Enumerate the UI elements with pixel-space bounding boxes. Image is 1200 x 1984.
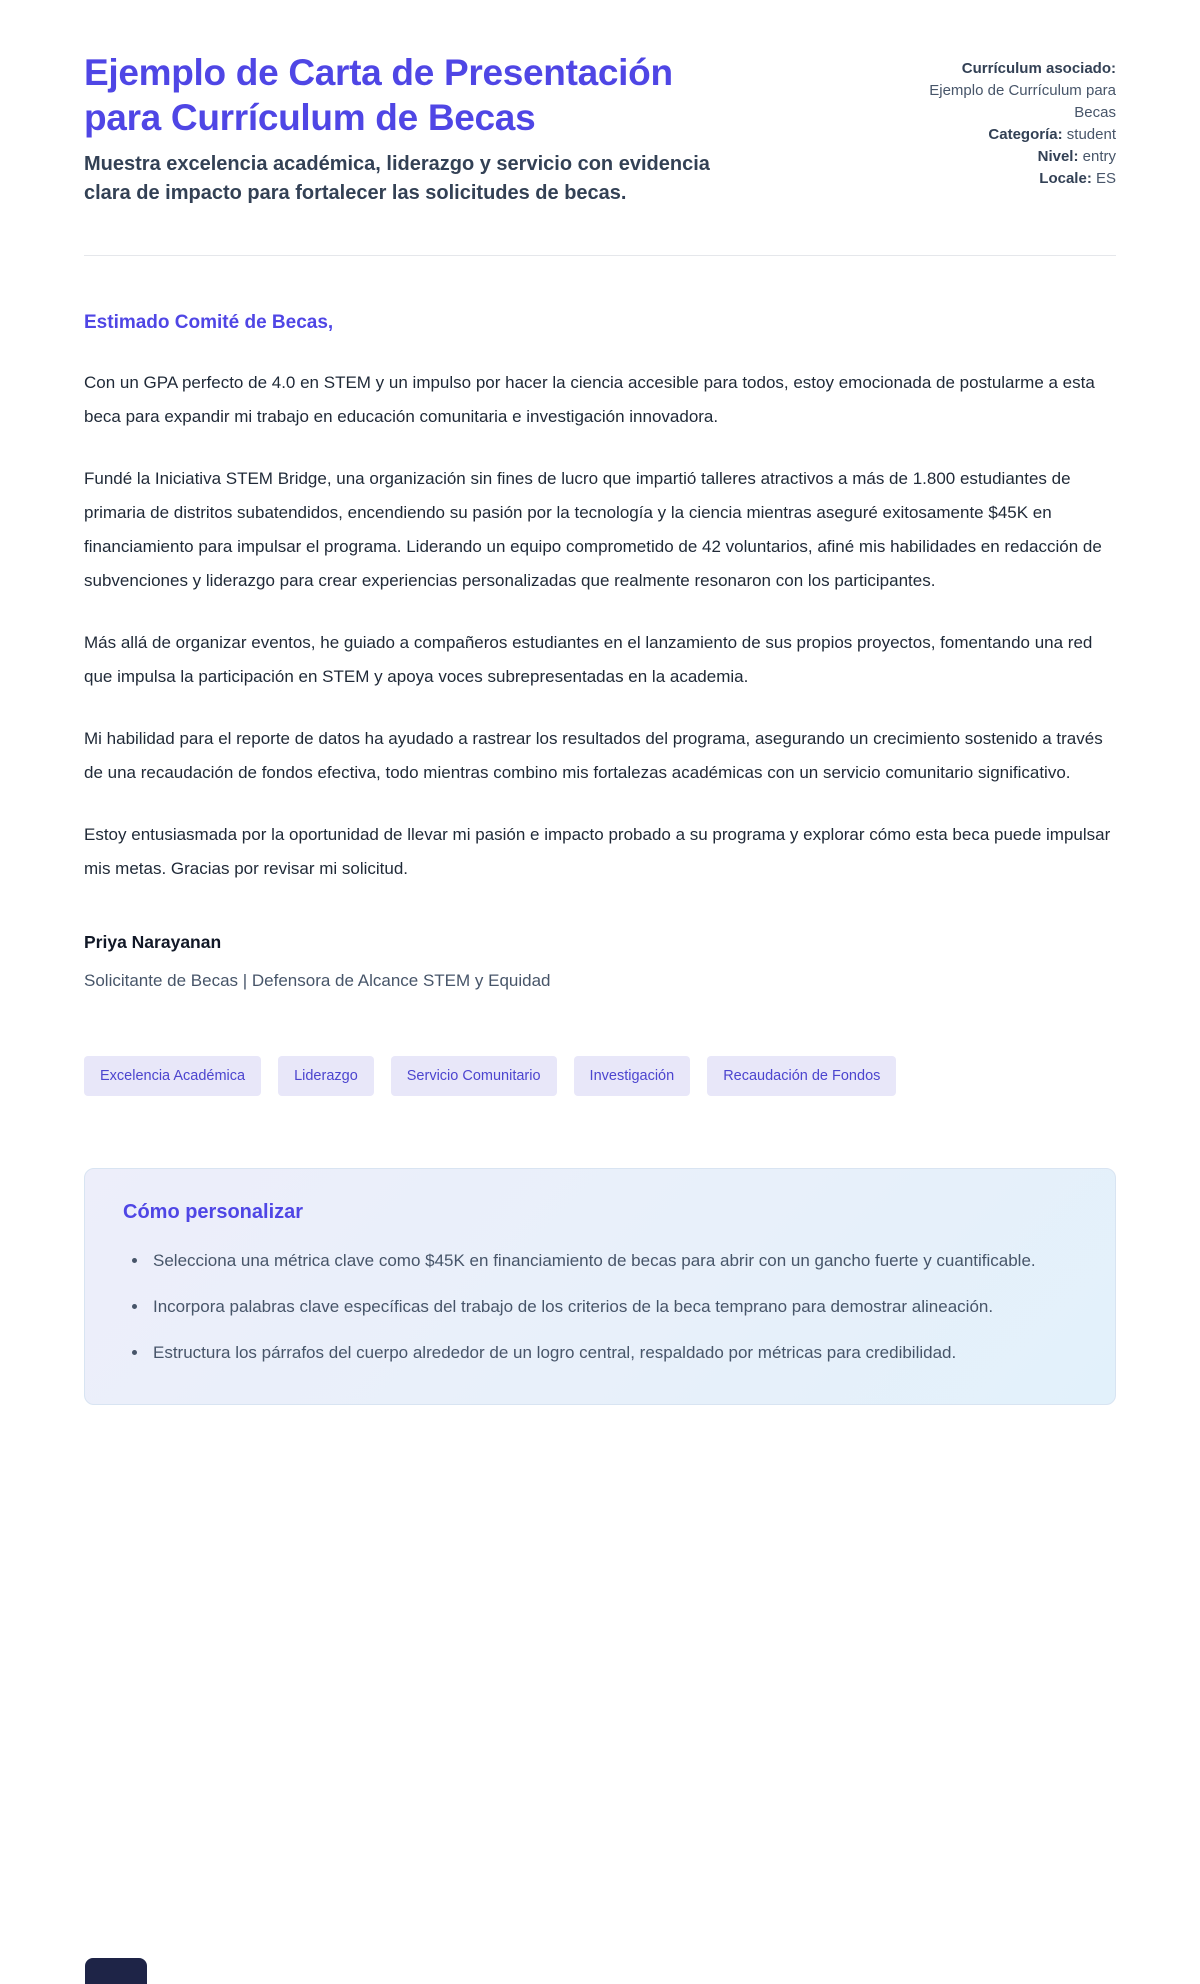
signature-name: Priya Narayanan [84,932,222,953]
tips-list [123,1244,1077,1370]
page-title: Ejemplo de Carta de Presentación para Currículum de Becas [84,52,673,139]
letter-paragraph: Estoy entusiasmada por la oportunidad de llevar mi pasión e impacto probado a su programa y explorar cómo esta beca puede impulsar mis metas. Gracias por revisar mi solicitud. [84,825,1111,879]
letter-paragraph: Con un GPA perfecto de 4.0 en STEM y un impulso por hacer la ciencia accesible para todos, estoy emocionada de postularme a esta beca para expandir mi trabajo en educación comunitaria e investigación innovadora. [84,373,1095,427]
meta-associated-label: Currículum asociado: [961,60,1116,77]
customization-tips-box [84,1168,1116,1405]
tips-title: Cómo personalizar [123,1201,304,1224]
meta-locale [884,168,1116,189]
meta-category-value: student [1066,125,1116,143]
letter-paragraph: Mi habilidad para el reporte de datos ha ayudado a rastrear los resultados del programa, asegurando un crecimiento sostenido a través de una recaudación de fondos efectiva, todo mientras combino mis fortalezas académicas con un servicio comunitario significativo. [84,729,1103,783]
tips-item: • Selecciona una métrica clave como $45K en financiamiento de becas para abrir con un gancho fuerte y cuantificable. [149,1244,1077,1278]
page-subtitle: Muestra excelencia académica, liderazgo y servicio con evidencia clara de impacto para fortalecer las solicitudes de becas. [84,153,710,204]
letter-greeting: Estimado Comité de Becas, [84,312,334,334]
bottom-left-widget[interactable] [85,1958,147,1984]
meta-locale-value: ES [1095,170,1116,188]
letter-paragraph: Fundé la Iniciativa STEM Bridge, una organización sin fines de lucro que impartió talleres atractivos a más de 1.800 estudiantes de primaria de distritos subatendidos, encendiendo su pasión por la tecnología y la ciencia mientras aseguré exitosamente $45K en financiamiento para impulsar el programa. Liderando un equipo comprometido de 42 voluntarios, afiné mis habilidades en redacción de subvenciones y liderazgo para crear experiencias personalizadas que realmente resonaron con los participantes. [84,469,1102,591]
tag-chip-excelencia-academica[interactable]: Excelencia Académica [84,1056,261,1097]
tag-chip-liderazgo[interactable]: Liderazgo [278,1056,374,1097]
meta-panel [884,50,1116,191]
tips-item: • Incorpora palabras clave específicas del trabajo de los criterios de la beca temprano para demostrar alineación. [149,1290,1077,1324]
signature-role: Solicitante de Becas | Defensora de Alcance STEM y Equidad [84,971,551,991]
meta-level-value: entry [1082,148,1116,166]
meta-category-label: Categoría: [988,125,1063,143]
tag-chip-servicio-comunitario[interactable]: Servicio Comunitario [391,1056,557,1097]
tag-chip-investigacion[interactable]: Investigación [574,1056,691,1097]
letter-paragraph: Más allá de organizar eventos, he guiado a compañeros estudiantes en el lanzamiento de sus propios proyectos, fomentando una red que impulsa la participación en STEM y apoya voces subrepresentadas en la academia. [84,633,1093,687]
header-divider [84,255,1116,256]
page-header [84,0,1116,207]
letter-body [84,312,1116,994]
header-text-block [84,50,744,207]
meta-locale-label: Locale: [1039,170,1092,188]
meta-associated-value: Ejemplo de Currículum para Becas [929,82,1116,121]
tag-list [84,1056,1116,1097]
meta-category [884,124,1116,145]
tag-chip-recaudacion-de-fondos[interactable]: Recaudación de Fondos [707,1056,896,1097]
meta-level [884,146,1116,167]
meta-level-label: Nivel: [1037,148,1079,166]
tips-item: • Estructura los párrafos del cuerpo alrededor de un logro central, respaldado por métricas para credibilidad. [149,1336,1077,1370]
